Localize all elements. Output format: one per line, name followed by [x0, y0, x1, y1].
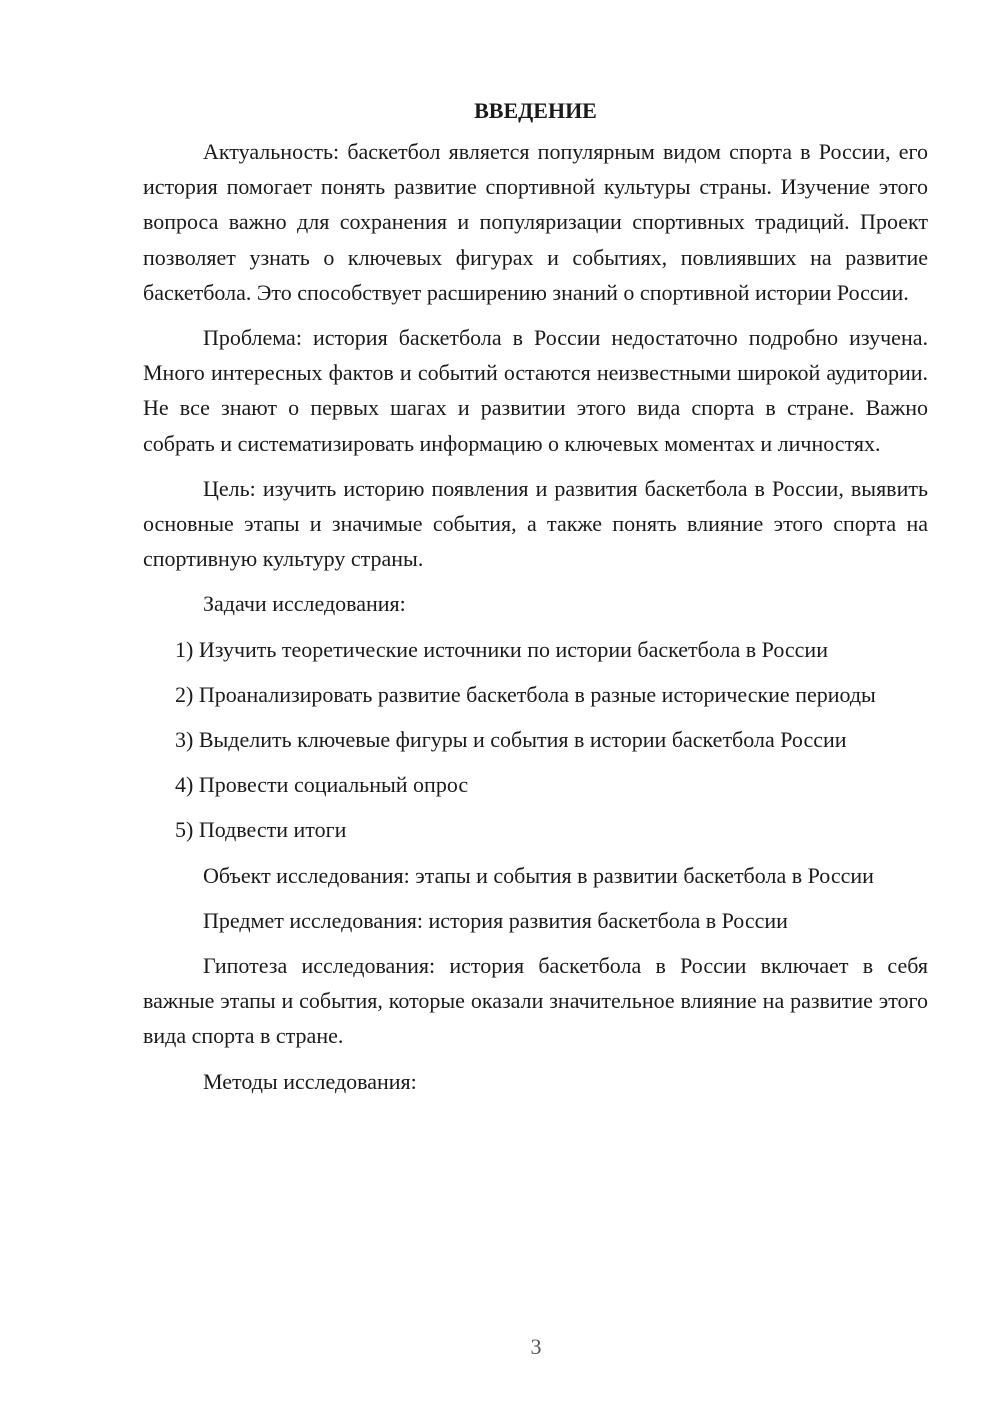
paragraph-object: Объект исследования: этапы и события в развитии баскетбола в России	[203, 862, 874, 888]
paragraph-relevance: Актуальность: баскетбол является популярным видом спорта в России, его история помогает понять развитие спортивной культуры страны. Изучение этого вопроса важно для сохранения и популяризации спортивных традиций. Проект позволяет узнать о ключевых фигурах и событиях, повлиявших на развитие баскетбола. Это способствует расширению знаний о спортивной истории России.	[143, 139, 928, 305]
methods-heading: Методы исследования:	[203, 1068, 417, 1094]
paragraph-problem: Проблема: история баскетбола в России недостаточно подробно изучена. Много интересных фактов и событий остаются неизвестными широкой аудитории. Не все знают о первых шагах и развитии этого вида спорта в стране. Важно собрать и систематизировать информацию о ключевых моментах и личностях.	[143, 325, 928, 456]
page-content	[143, 96, 928, 1109]
tasks-heading: Задачи исследования:	[203, 591, 406, 617]
section-title: ВВЕДЕНИЕ	[474, 98, 597, 123]
task-item-5: 5) Подвести итоги	[175, 817, 347, 843]
task-item-3: 3) Выделить ключевые фигуры и события в истории баскетбола России	[175, 727, 847, 753]
paragraph-hypothesis: Гипотеза исследования: история баскетбола в России включает в себя важные этапы и события, которые оказали значительное влияние на развитие этого вида спорта в стране.	[143, 953, 928, 1049]
paragraph-subject: Предмет исследования: история развития баскетбола в России	[203, 907, 788, 933]
task-item-2: 2) Проанализировать развитие баскетбола в разные исторические периоды	[175, 681, 876, 707]
page-number: 3	[530, 1334, 542, 1359]
paragraph-goal: Цель: изучить историю появления и развития баскетбола в России, выявить основные этапы и значимые события, а также понять влияние этого спорта на спортивную культуру страны.	[143, 475, 928, 572]
task-item-4: 4) Провести социальный опрос	[175, 772, 469, 798]
task-item-1: 1) Изучить теоретические источники по истории баскетбола в России	[175, 636, 828, 662]
